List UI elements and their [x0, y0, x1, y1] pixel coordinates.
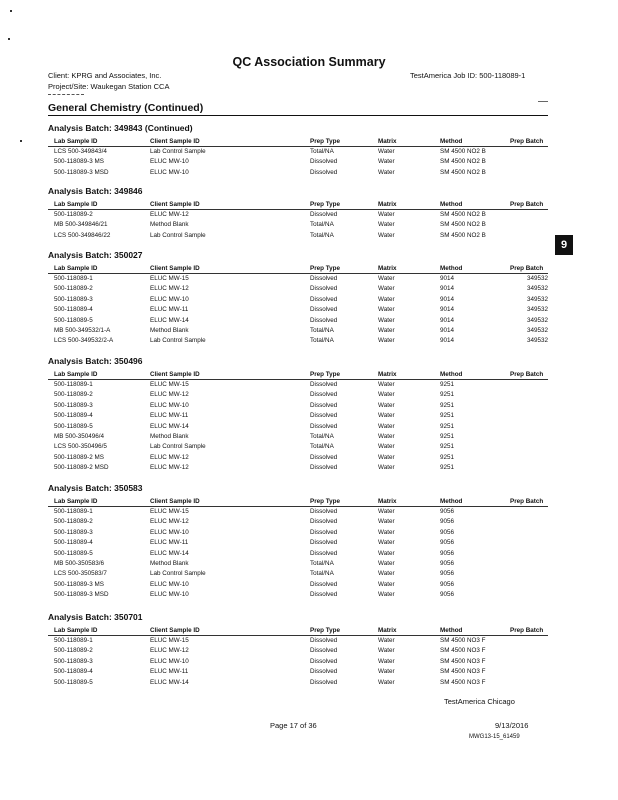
table-row	[48, 590, 548, 600]
table-row	[48, 157, 548, 167]
cell-matrix: Water	[378, 275, 395, 282]
table-row	[48, 646, 548, 656]
cell-prep-type: Dissolved	[310, 528, 338, 536]
cell-method: SM 4500 NO2 B	[440, 231, 486, 239]
cell-method: 9014	[440, 295, 455, 303]
cell-prep-type: Dissolved	[310, 549, 338, 557]
cell-prep-batch: 349532	[526, 295, 548, 303]
cell-method: 9251	[440, 401, 455, 409]
table-header	[48, 370, 548, 380]
cell-prep-type: Dissolved	[310, 518, 338, 526]
cell-method: 9056	[440, 559, 455, 567]
cell-prep-type: Dissolved	[310, 285, 338, 293]
table-row	[48, 305, 548, 315]
column-header-prep-type: Prep Type	[310, 265, 340, 272]
cell-client-sample-id: ELUC MW-10	[150, 158, 189, 166]
cell-matrix: Water	[378, 231, 395, 239]
cell-method: SM 4500 NO3 F	[440, 678, 486, 686]
cell-prep-type: Dissolved	[310, 158, 338, 166]
column-header-lab-sample-id: Lab Sample ID	[54, 265, 98, 272]
cell-lab-sample-id: 500-118089-1	[54, 275, 93, 282]
table-row	[48, 442, 548, 452]
cell-matrix: Water	[378, 570, 395, 578]
report-date: 9/13/2016	[495, 721, 529, 730]
analysis-batch	[48, 250, 548, 347]
table-row	[48, 411, 548, 421]
cell-method: 9251	[440, 432, 455, 440]
cell-lab-sample-id: 500-118089-3	[54, 528, 93, 536]
table-row	[48, 507, 548, 517]
scan-speck	[8, 38, 10, 40]
cell-method: 9014	[440, 275, 455, 282]
cell-method: SM 4500 NO2 B	[440, 158, 486, 166]
cell-client-sample-id: ELUC MW-15	[150, 508, 189, 515]
column-header-prep-batch: Prep Batch	[510, 627, 544, 634]
cell-client-sample-id: Method Blank	[150, 559, 189, 567]
client-name: Client: KPRG and Associates, Inc.	[48, 71, 162, 80]
cell-prep-type: Total/NA	[310, 221, 334, 229]
cell-client-sample-id: ELUC MW-11	[150, 668, 189, 676]
cell-matrix: Water	[378, 508, 395, 515]
cell-lab-sample-id: 500-118089-2 MSD	[54, 464, 109, 472]
analysis-batch	[48, 612, 548, 688]
column-header-prep-batch: Prep Batch	[510, 265, 544, 272]
cell-lab-sample-id: 500-118089-3	[54, 657, 93, 665]
column-header-method: Method	[440, 201, 463, 208]
column-header-client-sample-id: Client Sample ID	[150, 265, 200, 272]
cell-method: 9056	[440, 580, 455, 588]
cell-client-sample-id: ELUC MW-12	[150, 464, 189, 472]
cell-lab-sample-id: LCS 500-350496/5	[54, 443, 107, 451]
cell-prep-type: Dissolved	[310, 412, 338, 420]
cell-lab-sample-id: 500-118089-3 MSD	[54, 591, 109, 599]
cell-prep-batch: 349532	[526, 316, 548, 324]
cell-matrix: Water	[378, 391, 395, 399]
cell-lab-sample-id: 500-118089-3	[54, 295, 93, 303]
table-header	[48, 264, 548, 274]
cell-method: 9014	[440, 337, 455, 345]
cell-lab-sample-id: 500-118089-5	[54, 422, 93, 430]
analysis-batch	[48, 123, 548, 178]
table-row	[48, 336, 548, 346]
table-row	[48, 453, 548, 463]
analysis-batch	[48, 356, 548, 474]
cell-lab-sample-id: 500-118089-2	[54, 285, 93, 293]
cell-lab-sample-id: 500-118089-5	[54, 316, 93, 324]
table-row	[48, 326, 548, 336]
cell-client-sample-id: ELUC MW-10	[150, 401, 189, 409]
cell-prep-type: Total/NA	[310, 148, 334, 155]
cell-lab-sample-id: LCS 500-350583/7	[54, 570, 107, 578]
column-header-method: Method	[440, 498, 463, 505]
report-title: QC Association Summary	[232, 55, 386, 69]
analysis-batch	[48, 186, 548, 241]
column-header-client-sample-id: Client Sample ID	[150, 371, 200, 378]
cell-method: 9056	[440, 591, 455, 599]
cell-matrix: Water	[378, 285, 395, 293]
cell-client-sample-id: ELUC MW-14	[150, 678, 189, 686]
scan-speck	[10, 10, 12, 12]
cell-matrix: Water	[378, 637, 395, 644]
table-row	[48, 284, 548, 294]
cell-prep-type: Dissolved	[310, 381, 338, 388]
cell-prep-type: Dissolved	[310, 391, 338, 399]
table-row	[48, 667, 548, 677]
cell-client-sample-id: ELUC MW-10	[150, 580, 189, 588]
cell-lab-sample-id: 500-118089-4	[54, 306, 93, 314]
cell-client-sample-id: ELUC MW-11	[150, 306, 189, 314]
cell-prep-batch: 349532	[526, 337, 548, 345]
cell-prep-type: Dissolved	[310, 316, 338, 324]
cell-client-sample-id: ELUC MW-10	[150, 168, 189, 176]
cell-lab-sample-id: 500-118089-1	[54, 508, 93, 515]
cell-lab-sample-id: 500-118089-3 MS	[54, 158, 104, 166]
cell-client-sample-id: Lab Control Sample	[150, 148, 206, 155]
cell-prep-type: Dissolved	[310, 295, 338, 303]
cell-lab-sample-id: 500-118089-1	[54, 637, 93, 644]
cell-lab-sample-id: 500-118089-2	[54, 647, 93, 655]
cell-method: SM 4500 NO2 B	[440, 148, 486, 155]
cell-matrix: Water	[378, 432, 395, 440]
cell-method: SM 4500 NO3 F	[440, 637, 486, 644]
cell-prep-batch: 349532	[526, 275, 548, 282]
batch-title: Analysis Batch: 350701	[48, 612, 143, 622]
column-header-prep-type: Prep Type	[310, 627, 340, 634]
cell-client-sample-id: ELUC MW-15	[150, 637, 189, 644]
cell-lab-sample-id: 500-118089-4	[54, 539, 93, 547]
table-row	[48, 636, 548, 646]
batch-title: Analysis Batch: 349843 (Continued)	[48, 123, 193, 133]
cell-prep-type: Dissolved	[310, 211, 338, 218]
cell-matrix: Water	[378, 528, 395, 536]
cell-client-sample-id: ELUC MW-14	[150, 422, 189, 430]
cell-matrix: Water	[378, 422, 395, 430]
table-row	[48, 147, 548, 157]
cell-client-sample-id: ELUC MW-14	[150, 549, 189, 557]
batch-title: Analysis Batch: 350583	[48, 483, 143, 493]
cell-lab-sample-id: 500-118089-2	[54, 391, 93, 399]
cell-method: 9014	[440, 285, 455, 293]
cell-method: 9056	[440, 508, 455, 515]
cell-method: SM 4500 NO3 F	[440, 647, 486, 655]
cell-client-sample-id: Lab Control Sample	[150, 443, 206, 451]
table-row	[48, 432, 548, 442]
cell-prep-type: Total/NA	[310, 570, 334, 578]
cell-lab-sample-id: 500-118089-3 MSD	[54, 168, 109, 176]
cell-client-sample-id: ELUC MW-15	[150, 275, 189, 282]
column-header-method: Method	[440, 138, 463, 145]
cell-method: 9251	[440, 381, 455, 388]
column-header-method: Method	[440, 627, 463, 634]
cell-prep-type: Dissolved	[310, 637, 338, 644]
cell-matrix: Water	[378, 657, 395, 665]
table-row	[48, 580, 548, 590]
cell-prep-type: Dissolved	[310, 464, 338, 472]
cell-matrix: Water	[378, 306, 395, 314]
cell-prep-batch: 349532	[526, 306, 548, 314]
table-row	[48, 390, 548, 400]
cell-matrix: Water	[378, 464, 395, 472]
column-header-lab-sample-id: Lab Sample ID	[54, 498, 98, 505]
section-title: General Chemistry (Continued)	[48, 102, 548, 116]
project-site: Project/Site: Waukegan Station CCA	[48, 82, 170, 91]
cell-client-sample-id: ELUC MW-12	[150, 211, 189, 218]
cell-matrix: Water	[378, 591, 395, 599]
table-header	[48, 497, 548, 507]
cell-client-sample-id: ELUC MW-12	[150, 647, 189, 655]
column-header-client-sample-id: Client Sample ID	[150, 201, 200, 208]
section-tab-marker: 9	[555, 235, 573, 255]
cell-client-sample-id: ELUC MW-14	[150, 316, 189, 324]
cell-method: 9014	[440, 326, 455, 334]
cell-client-sample-id: ELUC MW-11	[150, 539, 189, 547]
table-row	[48, 220, 548, 230]
cell-client-sample-id: Lab Control Sample	[150, 337, 206, 345]
cell-client-sample-id: Method Blank	[150, 221, 189, 229]
column-header-matrix: Matrix	[378, 138, 397, 145]
cell-prep-type: Dissolved	[310, 401, 338, 409]
cell-lab-sample-id: MB 500-349532/1-A	[54, 326, 111, 334]
column-header-method: Method	[440, 265, 463, 272]
table-row	[48, 401, 548, 411]
table-row	[48, 168, 548, 178]
column-header-method: Method	[440, 371, 463, 378]
cell-matrix: Water	[378, 337, 395, 345]
cell-prep-batch: 349532	[526, 326, 548, 334]
cell-method: 9251	[440, 443, 455, 451]
column-header-prep-batch: Prep Batch	[510, 138, 544, 145]
cell-prep-type: Dissolved	[310, 453, 338, 461]
cell-matrix: Water	[378, 381, 395, 388]
cell-matrix: Water	[378, 211, 395, 218]
cell-lab-sample-id: 500-118089-3 MS	[54, 580, 104, 588]
cell-method: 9251	[440, 412, 455, 420]
table-row	[48, 528, 548, 538]
column-header-client-sample-id: Client Sample ID	[150, 498, 200, 505]
column-header-lab-sample-id: Lab Sample ID	[54, 371, 98, 378]
page-number: Page 17 of 36	[270, 721, 317, 730]
cell-client-sample-id: ELUC MW-12	[150, 285, 189, 293]
lab-name: TestAmerica Chicago	[444, 697, 515, 706]
cell-client-sample-id: Lab Control Sample	[150, 231, 206, 239]
cell-method: SM 4500 NO2 B	[440, 221, 486, 229]
cell-client-sample-id: Method Blank	[150, 326, 189, 334]
cell-client-sample-id: ELUC MW-11	[150, 412, 189, 420]
cell-lab-sample-id: 500-118089-4	[54, 668, 93, 676]
table-row	[48, 517, 548, 527]
cell-prep-type: Dissolved	[310, 580, 338, 588]
cell-lab-sample-id: 500-118089-5	[54, 549, 93, 557]
cell-client-sample-id: Method Blank	[150, 432, 189, 440]
cell-matrix: Water	[378, 580, 395, 588]
cell-lab-sample-id: LCS 500-349532/2-A	[54, 337, 114, 345]
table-header	[48, 626, 548, 636]
cell-matrix: Water	[378, 453, 395, 461]
document-id: MWG13-15_61459	[469, 734, 520, 740]
cell-client-sample-id: ELUC MW-10	[150, 528, 189, 536]
cell-method: 9251	[440, 453, 455, 461]
cell-lab-sample-id: LCS 500-349846/22	[54, 231, 111, 239]
column-header-prep-batch: Prep Batch	[510, 201, 544, 208]
table-row	[48, 657, 548, 667]
cell-matrix: Water	[378, 668, 395, 676]
cell-method: 9056	[440, 570, 455, 578]
cell-lab-sample-id: 500-118089-5	[54, 678, 93, 686]
column-header-prep-batch: Prep Batch	[510, 498, 544, 505]
cell-method: 9056	[440, 528, 455, 536]
table-row	[48, 380, 548, 390]
table-row	[48, 295, 548, 305]
cell-client-sample-id: ELUC MW-12	[150, 391, 189, 399]
cell-prep-type: Dissolved	[310, 422, 338, 430]
column-header-client-sample-id: Client Sample ID	[150, 138, 200, 145]
cell-matrix: Water	[378, 316, 395, 324]
cell-prep-type: Dissolved	[310, 508, 338, 515]
cell-prep-type: Total/NA	[310, 443, 334, 451]
table-header	[48, 137, 548, 147]
column-header-prep-type: Prep Type	[310, 498, 340, 505]
cell-prep-type: Total/NA	[310, 231, 334, 239]
cell-matrix: Water	[378, 168, 395, 176]
cell-prep-type: Dissolved	[310, 591, 338, 599]
cell-matrix: Water	[378, 401, 395, 409]
column-header-matrix: Matrix	[378, 265, 397, 272]
table-row	[48, 678, 548, 688]
cell-prep-batch: 349532	[526, 285, 548, 293]
cell-prep-type: Dissolved	[310, 168, 338, 176]
cell-matrix: Water	[378, 559, 395, 567]
cell-method: 9056	[440, 518, 455, 526]
table-row	[48, 463, 548, 473]
cell-client-sample-id: Lab Control Sample	[150, 570, 206, 578]
cell-prep-type: Dissolved	[310, 668, 338, 676]
cell-client-sample-id: ELUC MW-10	[150, 591, 189, 599]
cell-matrix: Water	[378, 158, 395, 166]
batch-title: Analysis Batch: 350027	[48, 250, 143, 260]
cell-lab-sample-id: MB 500-349846/21	[54, 221, 108, 229]
column-header-lab-sample-id: Lab Sample ID	[54, 627, 98, 634]
column-header-prep-type: Prep Type	[310, 138, 340, 145]
cell-lab-sample-id: 500-118089-2 MS	[54, 453, 104, 461]
table-row	[48, 210, 548, 220]
batch-title: Analysis Batch: 349846	[48, 186, 143, 196]
cell-prep-type: Dissolved	[310, 306, 338, 314]
batch-title: Analysis Batch: 350496	[48, 356, 143, 366]
table-row	[48, 569, 548, 579]
cell-lab-sample-id: 500-118089-2	[54, 211, 93, 218]
cell-method: SM 4500 NO3 F	[440, 668, 486, 676]
cell-prep-type: Dissolved	[310, 678, 338, 686]
cell-lab-sample-id: MB 500-350496/4	[54, 432, 105, 440]
cell-prep-type: Dissolved	[310, 647, 338, 655]
cell-method: 9056	[440, 539, 455, 547]
table-row	[48, 422, 548, 432]
cell-method: SM 4500 NO3 F	[440, 657, 486, 665]
cell-prep-type: Total/NA	[310, 326, 334, 334]
cell-prep-type: Dissolved	[310, 539, 338, 547]
cell-client-sample-id: ELUC MW-12	[150, 453, 189, 461]
column-header-prep-type: Prep Type	[310, 201, 340, 208]
cell-lab-sample-id: LCS 500-349843/4	[54, 148, 107, 155]
job-id: TestAmerica Job ID: 500-118089-1	[410, 71, 526, 80]
cell-matrix: Water	[378, 678, 395, 686]
table-row	[48, 549, 548, 559]
cell-method: SM 4500 NO2 B	[440, 211, 486, 218]
cell-prep-type: Dissolved	[310, 275, 338, 282]
column-header-matrix: Matrix	[378, 371, 397, 378]
cell-lab-sample-id: 500-118089-3	[54, 401, 93, 409]
scan-speck	[20, 140, 22, 142]
cell-method: 9251	[440, 422, 455, 430]
column-header-matrix: Matrix	[378, 201, 397, 208]
column-header-client-sample-id: Client Sample ID	[150, 627, 200, 634]
cell-matrix: Water	[378, 148, 395, 155]
cell-lab-sample-id: 500-118089-2	[54, 518, 93, 526]
cell-method: 9014	[440, 316, 455, 324]
table-row	[48, 274, 548, 284]
cell-method: 9014	[440, 306, 455, 314]
cell-method: SM 4500 NO2 B	[440, 168, 486, 176]
cell-lab-sample-id: MB 500-350583/6	[54, 559, 105, 567]
analysis-batch	[48, 483, 548, 601]
cell-method: 9251	[440, 391, 455, 399]
cell-matrix: Water	[378, 647, 395, 655]
cell-method: 9251	[440, 464, 455, 472]
header-divider	[48, 94, 84, 95]
cell-lab-sample-id: 500-118089-4	[54, 412, 93, 420]
cell-matrix: Water	[378, 539, 395, 547]
cell-method: 9056	[440, 549, 455, 557]
cell-client-sample-id: ELUC MW-10	[150, 295, 189, 303]
cell-matrix: Water	[378, 326, 395, 334]
column-header-matrix: Matrix	[378, 627, 397, 634]
cell-client-sample-id: ELUC MW-12	[150, 518, 189, 526]
cell-prep-type: Total/NA	[310, 337, 334, 345]
cell-prep-type: Total/NA	[310, 432, 334, 440]
table-row	[48, 538, 548, 548]
cell-lab-sample-id: 500-118089-1	[54, 381, 93, 388]
column-header-lab-sample-id: Lab Sample ID	[54, 201, 98, 208]
column-header-matrix: Matrix	[378, 498, 397, 505]
column-header-prep-type: Prep Type	[310, 371, 340, 378]
cell-client-sample-id: ELUC MW-15	[150, 381, 189, 388]
cell-matrix: Water	[378, 518, 395, 526]
cell-matrix: Water	[378, 412, 395, 420]
column-header-prep-batch: Prep Batch	[510, 371, 544, 378]
cell-matrix: Water	[378, 443, 395, 451]
table-row	[48, 316, 548, 326]
table-header	[48, 200, 548, 210]
cell-matrix: Water	[378, 221, 395, 229]
cell-matrix: Water	[378, 295, 395, 303]
table-row	[48, 231, 548, 241]
cell-client-sample-id: ELUC MW-10	[150, 657, 189, 665]
table-row	[48, 559, 548, 569]
cell-prep-type: Total/NA	[310, 559, 334, 567]
column-header-lab-sample-id: Lab Sample ID	[54, 138, 98, 145]
cell-prep-type: Dissolved	[310, 657, 338, 665]
cell-matrix: Water	[378, 549, 395, 557]
